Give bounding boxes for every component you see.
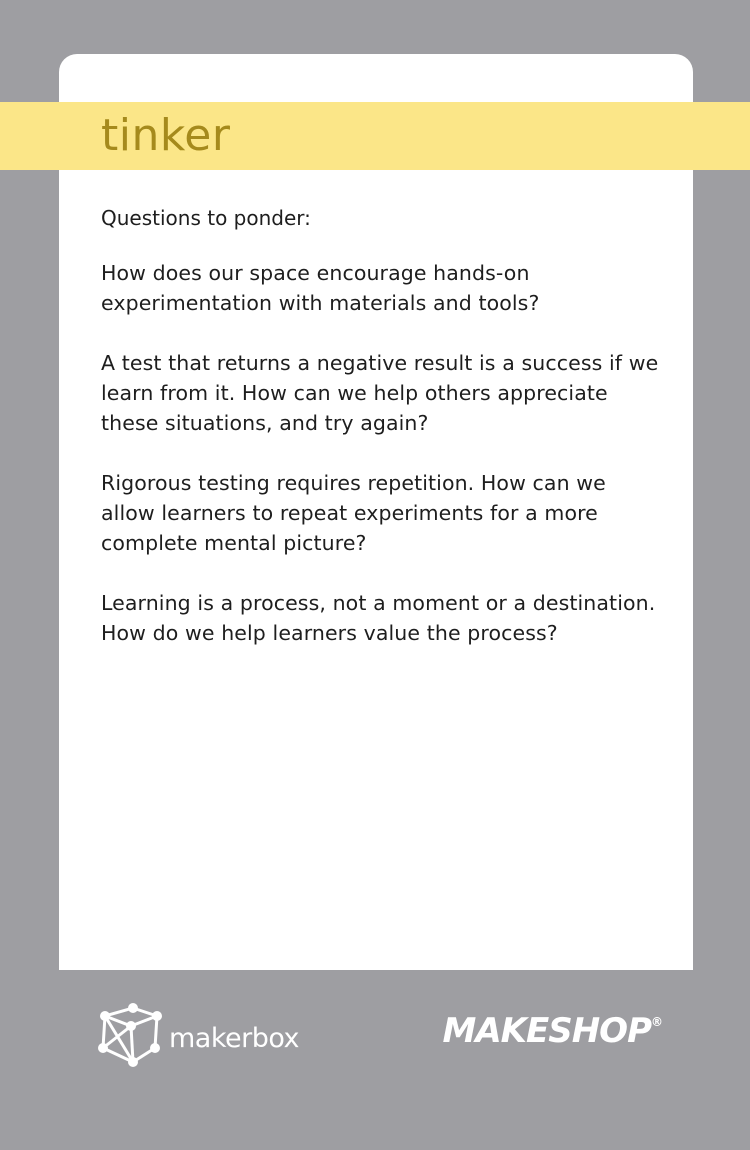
makeshop-logo bbox=[443, 1011, 662, 1051]
questions-heading: Questions to ponder: bbox=[101, 206, 311, 230]
makerbox-logo bbox=[95, 1000, 299, 1076]
question-paragraph: Learning is a process, not a moment or a destination. How do we help learners value the process? bbox=[101, 591, 656, 645]
question-paragraph: Rigorous testing requires repetition. How can we allow learners to repeat experiments for a more complete mental picture? bbox=[101, 471, 606, 555]
cube-molecule-icon bbox=[95, 1000, 165, 1076]
registered-mark: ® bbox=[651, 1015, 662, 1029]
makeshop-logo-text: MAKESHOP bbox=[442, 1011, 651, 1051]
question-paragraph: A test that returns a negative result is a success if we learn from it. How can we help others appreciate these situations, and try again? bbox=[101, 351, 659, 435]
question-paragraph: How does our space encourage hands-on experimentation with materials and tools? bbox=[101, 261, 540, 315]
card-content bbox=[101, 203, 661, 678]
card-title: tinker bbox=[101, 110, 231, 161]
makerbox-logo-text: makerbox bbox=[169, 1022, 300, 1054]
